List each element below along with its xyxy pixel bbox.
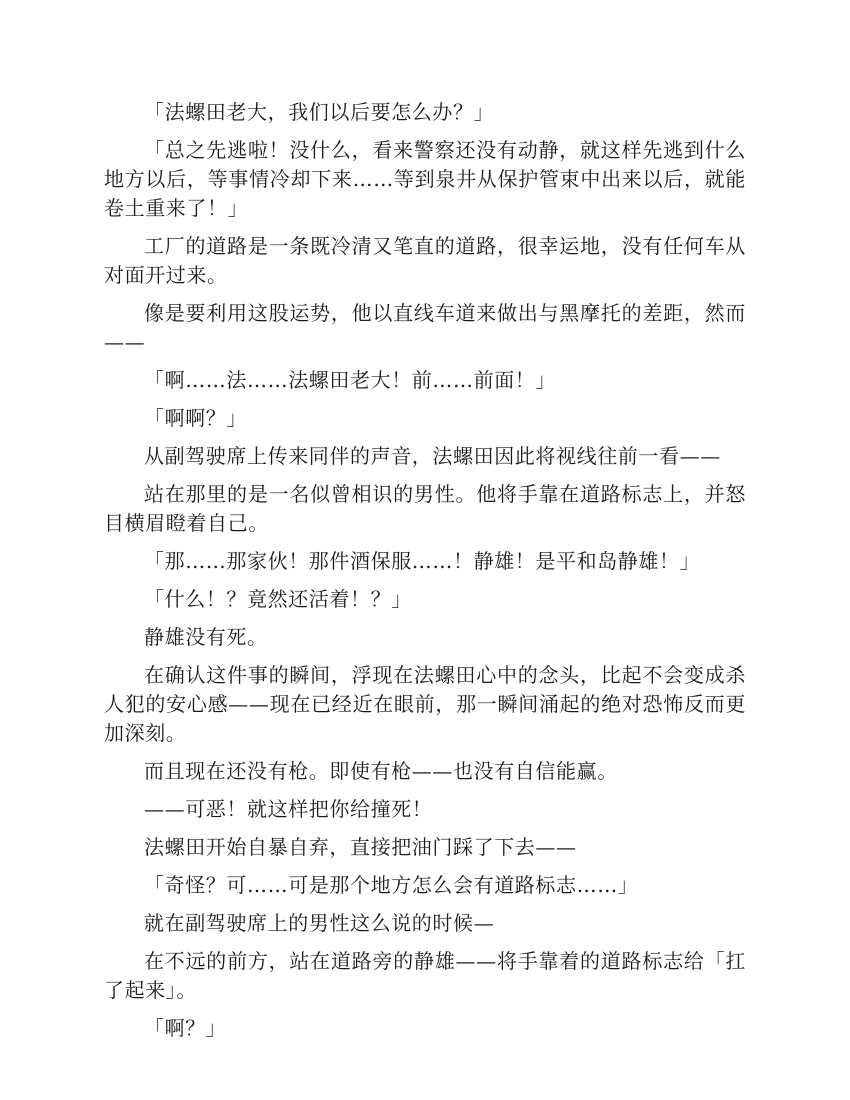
paragraph: 「法螺田老大，我们以后要怎么办？」 bbox=[144, 100, 495, 124]
paragraph: 「啊……法……法螺田老大！前……前面！」 bbox=[144, 368, 556, 392]
paragraph: 在确认这件事的瞬间，浮现在法螺田心中的念头，比起不会变成杀人犯的安心感——现在已经近在眼前，那一瞬间涌起的绝对恐怖反而更加深刻。 bbox=[104, 663, 746, 745]
paragraph: ——可恶！就这样把你给撞死！ bbox=[144, 797, 433, 821]
paragraph: 「啊？」 bbox=[144, 1016, 227, 1040]
paragraph: 像是要利用这股运势，他以直线车道来做出与黑摩托的差距，然而—— bbox=[104, 301, 746, 354]
paragraph: 而且现在还没有枪。即使有枪——也没有自信能赢。 bbox=[144, 759, 618, 783]
paragraph: 「什么！？竟然还活着！？」 bbox=[144, 587, 412, 611]
paragraph: 「啊啊？」 bbox=[144, 406, 247, 430]
document-page bbox=[104, 98, 746, 1052]
paragraph: 在不远的前方，站在道路旁的静雄——将手靠着的道路标志给「扛了起来」。 bbox=[104, 949, 746, 1002]
paragraph: 从副驾驶席上传来同伴的声音，法螺田因此将视线往前一看—— bbox=[144, 444, 721, 468]
paragraph: 「总之先逃啦！没什么，看来警察还没有动静，就这样先逃到什么地方以后，等事情冷却下来……等到泉井从保护管束中出来以后，就能卷土重来了！」 bbox=[104, 138, 746, 220]
paragraph: 静雄没有死。 bbox=[144, 625, 268, 649]
paragraph: 工厂的道路是一条既冷清又笔直的道路，很幸运地，没有任何车从对面开过来。 bbox=[104, 234, 746, 287]
paragraph: 法螺田开始自暴自弃，直接把油门踩了下去—— bbox=[144, 835, 577, 859]
paragraph: 「那……那家伙！那件酒保服……！静雄！是平和岛静雄！」 bbox=[144, 549, 701, 573]
paragraph: 「奇怪？可……可是那个地方怎么会有道路标志……」 bbox=[144, 873, 639, 897]
paragraph: 就在副驾驶席上的男性这么说的时候— bbox=[144, 911, 495, 935]
paragraph: 站在那里的是一名似曾相识的男性。他将手靠在道路标志上，并怒目横眉瞪着自己。 bbox=[104, 482, 746, 535]
